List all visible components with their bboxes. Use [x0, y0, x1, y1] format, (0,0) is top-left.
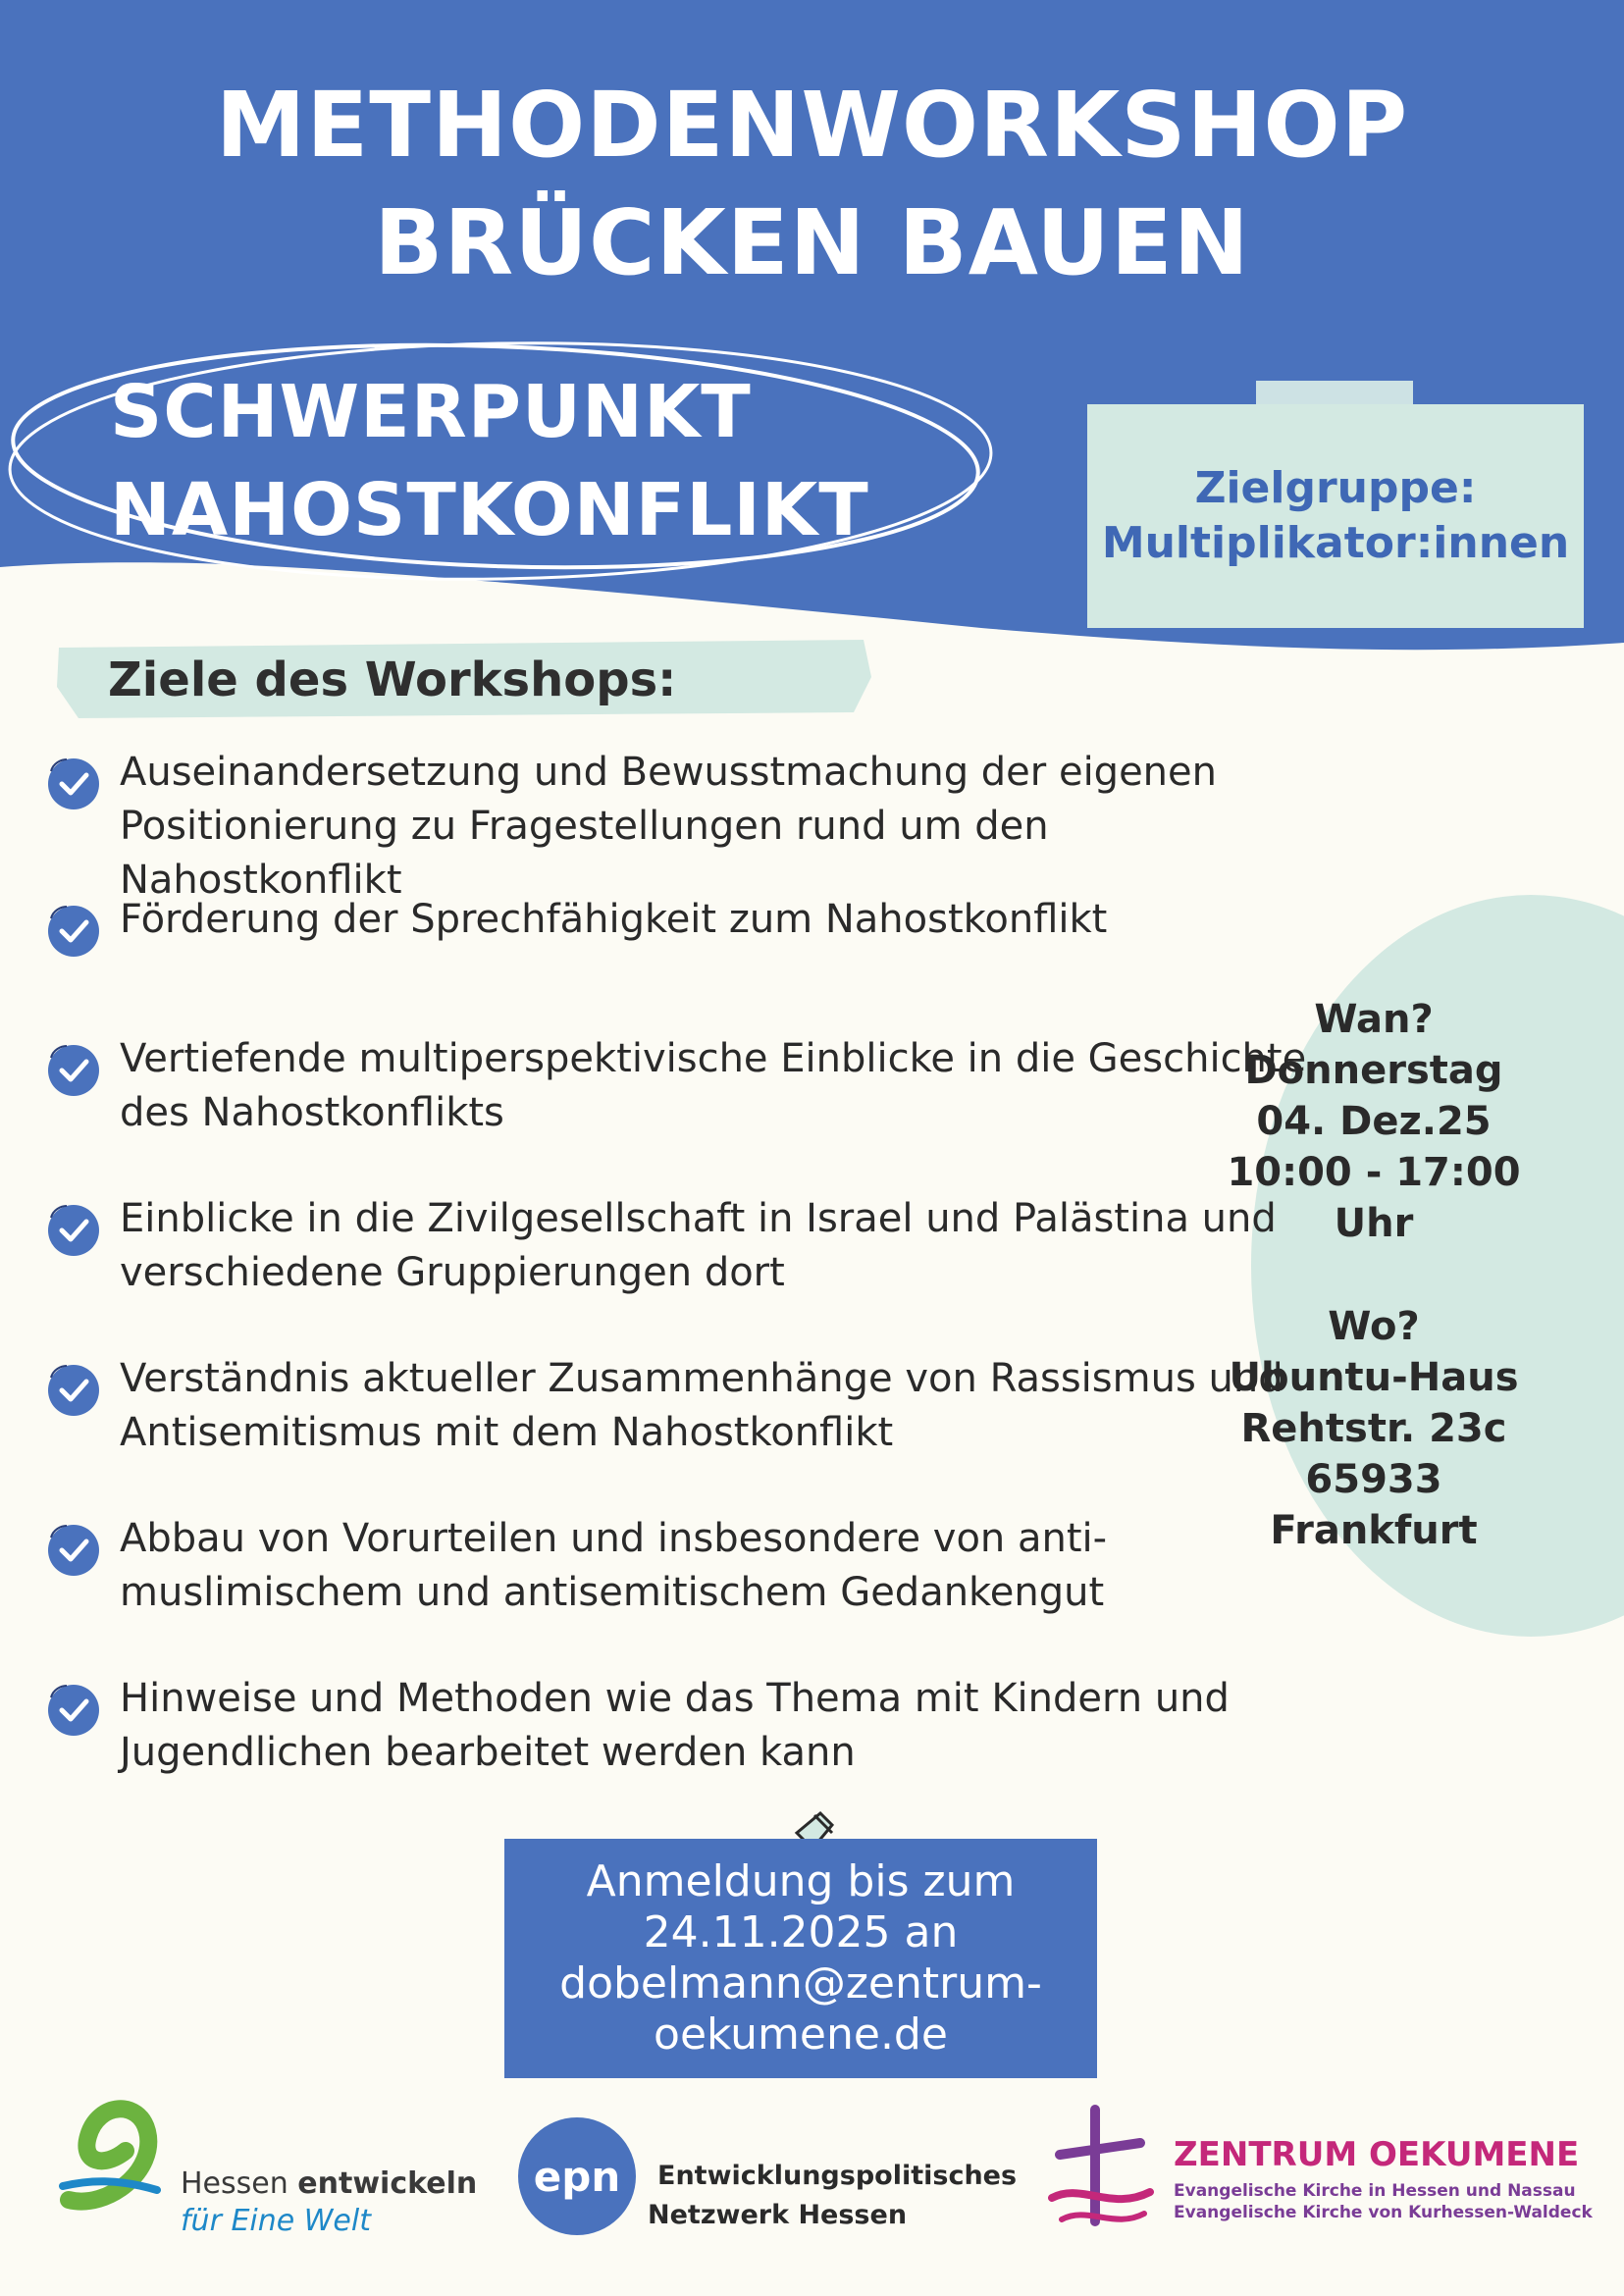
- zentrum-line1: Evangelische Kirche in Hessen und Nassau: [1174, 2181, 1576, 2201]
- goal-text: [120, 1512, 1317, 1620]
- hessen-word: Hessen: [181, 2166, 298, 2201]
- target-group-label: Zielgruppe:: [1194, 463, 1477, 513]
- event-day: Donnerstag: [1244, 1048, 1503, 1093]
- check-circle-icon: [43, 754, 102, 812]
- check-circle-icon: [43, 1360, 102, 1419]
- check-circle-icon: [43, 1520, 102, 1579]
- goal-text-line2: Positionierung zu Fragestellungen rund um den Nahostkonflikt: [120, 804, 1049, 903]
- hessen-logo-line2: für Eine Welt: [181, 2204, 371, 2238]
- focus-label: SCHWERPUNKT: [110, 370, 752, 454]
- goal-text-line1: Abbau von Vorurteilen und insbesondere von anti-: [120, 1516, 1108, 1561]
- registration-line1: Anmeldung bis zum: [586, 1856, 1016, 1906]
- goal-text-line2: muslimischem und antisemitischem Gedankengut: [120, 1570, 1105, 1615]
- focus-topic: NAHOSTKONFLIKT: [110, 468, 869, 552]
- goal-text-line1: Verständnis aktueller Zusammenhänge von Rassismus und: [120, 1356, 1283, 1401]
- registration-email-line1[interactable]: dobelmann@zentrum-: [559, 1958, 1042, 2009]
- epn-line2: Netzwerk Hessen: [648, 2200, 908, 2230]
- goal-text-line1: Auseinandersetzung und Bewusstmachung der eigenen: [120, 750, 1217, 795]
- goal-text: [120, 1352, 1317, 1460]
- check-circle-icon: [43, 901, 102, 960]
- goal-text-line1: Hinweise und Methoden wie das Thema mit Kindern und: [120, 1676, 1230, 1721]
- event-time-unit: Uhr: [1334, 1201, 1414, 1246]
- zentrum-cross-icon: [1042, 2104, 1160, 2241]
- entwickeln-word: entwickeln: [297, 2166, 478, 2201]
- hessen-e-logo-icon: [49, 2092, 177, 2219]
- epn-logo-badge: [518, 2117, 636, 2235]
- check-circle-icon: [43, 1200, 102, 1259]
- goal-text: [120, 746, 1317, 908]
- epn-line1: Entwicklungspolitisches: [657, 2161, 1018, 2191]
- goal-text-line1: Förderung der Sprechfähigkeit zum Nahostkonflikt: [120, 897, 1108, 942]
- event-street: Rehtstr. 23c: [1240, 1406, 1507, 1451]
- goal-text: [120, 1672, 1317, 1780]
- registration-line2: 24.11.2025 an: [643, 1907, 959, 1957]
- goal-text-line2: des Nahostkonflikts: [120, 1090, 504, 1135]
- event-zip: 65933: [1305, 1457, 1442, 1502]
- goals-heading: Ziele des Workshops:: [108, 652, 677, 707]
- event-city: Frankfurt: [1270, 1508, 1478, 1553]
- goal-text: [120, 893, 1317, 947]
- event-time: 10:00 - 17:00: [1227, 1150, 1521, 1195]
- registration-box: [504, 1839, 1097, 2078]
- hessen-logo-line1: [181, 2166, 477, 2202]
- main-subtitle: BRÜCKEN BAUEN: [374, 190, 1250, 295]
- target-group-value: Multiplikator:innen: [1101, 518, 1570, 568]
- event-date: 04. Dez.25: [1256, 1099, 1492, 1144]
- goal-text: [120, 1032, 1317, 1140]
- event-venue: Ubuntu-Haus: [1229, 1355, 1519, 1400]
- main-title: METHODENWORKSHOP: [215, 73, 1409, 178]
- epn-badge-text: epn: [533, 2152, 621, 2201]
- zentrum-line2: Evangelische Kirche von Kurhessen-Waldeck: [1174, 2203, 1593, 2222]
- goal-text-line1: Vertiefende multiperspektivische Einblicke in die Geschichte: [120, 1036, 1307, 1081]
- check-circle-icon: [43, 1680, 102, 1739]
- target-group-box: [1087, 404, 1584, 628]
- goal-text-line2: verschiedene Gruppierungen dort: [120, 1250, 785, 1295]
- goal-text-line2: Jugendlichen bearbeitet werden kann: [120, 1730, 856, 1775]
- goal-text-line2: Antisemitismus mit dem Nahostkonflikt: [120, 1410, 894, 1455]
- when-label: Wan?: [1314, 997, 1434, 1042]
- goal-text: [120, 1192, 1317, 1300]
- check-circle-icon: [43, 1040, 102, 1099]
- goal-text-line1: Einblicke in die Zivilgesellschaft in Israel und Palästina und: [120, 1196, 1277, 1241]
- zentrum-title: ZENTRUM OEKUMENE: [1174, 2135, 1580, 2174]
- where-label: Wo?: [1328, 1304, 1420, 1349]
- registration-email-line2[interactable]: oekumene.de: [654, 2009, 948, 2060]
